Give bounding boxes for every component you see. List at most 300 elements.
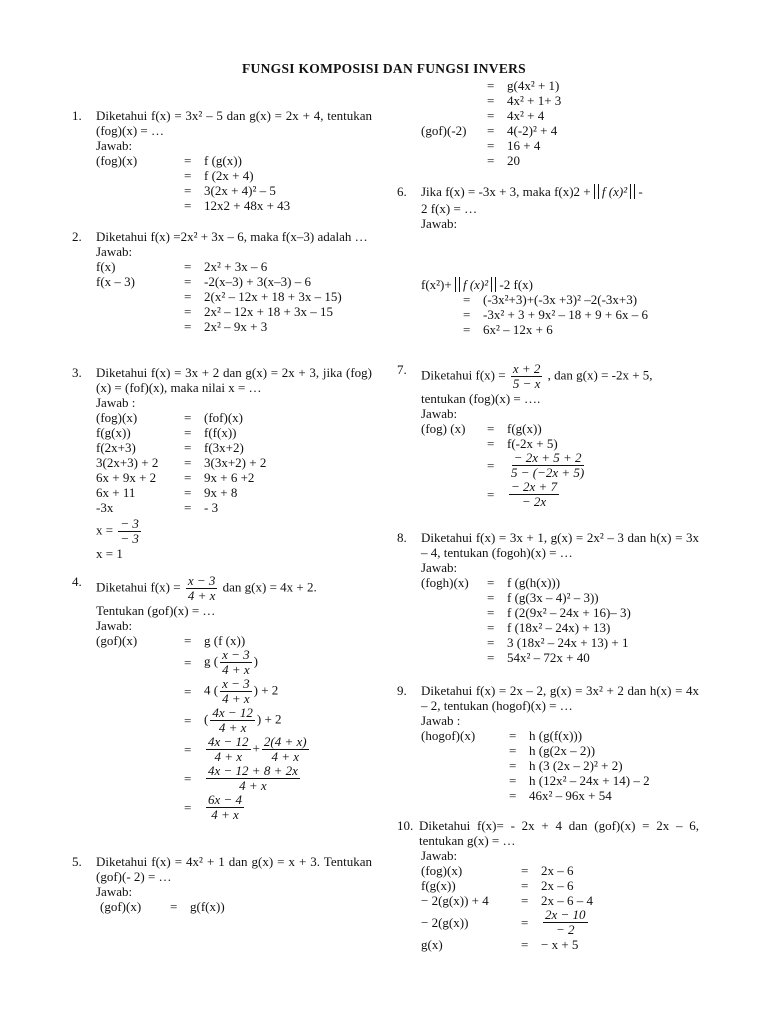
fraction-numerator: x − 3 (222, 647, 250, 662)
problem-number: 2. (72, 229, 82, 244)
step-row (463, 292, 648, 307)
step-row (421, 480, 588, 509)
fraction-denominator: 4 + x (218, 720, 247, 735)
step-lhs: − 2(g(x)) (421, 915, 469, 930)
step-rhs: f (g(x)) (204, 153, 242, 168)
fraction-denominator: 4 + x (211, 807, 239, 822)
jawab-label: Jawab: (96, 244, 133, 259)
step-rhs (204, 677, 311, 706)
step-rhs: 3 (18x² – 24x + 13) + 1 (507, 635, 629, 650)
step-eq: = (487, 575, 495, 590)
problem-text: Diketahui f(x) = 3x² – 5 dan g(x) = 2x + 4, tentukan (fog)(x) = … (96, 108, 372, 138)
problem-9 (397, 683, 699, 803)
fraction (509, 451, 586, 480)
step-row (421, 123, 561, 138)
step-eq: = (487, 123, 495, 138)
step-eq: = (170, 899, 178, 914)
x-result: x = 1 (96, 546, 123, 561)
solution-steps (100, 899, 225, 914)
step-eq: = (184, 319, 192, 334)
problem-number: 5. (72, 854, 82, 869)
step-eq: = (509, 728, 517, 743)
fraction-numerator: x + 2 (512, 361, 541, 376)
step-rhs: (-3x²+3)+(-3x +3)² –2(-3x+3) (483, 292, 638, 307)
step-lhs: 3(2x+3) + 2 (96, 455, 159, 470)
step-rhs (204, 735, 311, 764)
step-rhs: 46x² – 96x + 54 (529, 788, 612, 803)
step-row (96, 735, 311, 764)
step-eq: = (521, 893, 529, 908)
step-lhs (421, 153, 487, 168)
step-eq: = (184, 742, 192, 757)
fraction-denominator: 4 + x (222, 662, 250, 677)
fraction-denominator: 4 + x (222, 691, 250, 706)
problem-7 (397, 362, 699, 509)
f-row (397, 277, 699, 292)
step-lhs (421, 138, 487, 153)
step-row (421, 635, 631, 650)
row-part: f(x²)+ (421, 277, 452, 292)
step-eq: = (463, 307, 471, 322)
step-rhs: 2x – 6 (541, 878, 574, 893)
step-row (96, 455, 266, 470)
step-row (96, 470, 266, 485)
problem-number: 7. (397, 362, 407, 377)
step-rhs: g(4x² + 1) (507, 78, 560, 93)
step-rhs: f (2x + 4) (204, 168, 254, 183)
problem-text-part: Diketahui f(x) = (421, 367, 506, 383)
step-eq: = (487, 421, 495, 436)
plus-sign: + (252, 740, 260, 756)
step-row (421, 108, 561, 123)
step-row (421, 78, 561, 93)
step-lhs: f(g(x)) (96, 425, 131, 440)
step-eq: = (487, 605, 495, 620)
step-row (421, 908, 593, 937)
step-eq: = (487, 590, 495, 605)
step-eq: = (184, 470, 192, 485)
solution-steps (421, 78, 561, 168)
problem-text-cont: tentukan (fog)(x) = …. (421, 391, 541, 406)
step-eq: = (487, 153, 495, 168)
problem-text: Diketahui f(x)= - 2x + 4 dan (gof)(x) = 2x – 6, tentukan g(x) = … (419, 818, 699, 848)
problem-1 (72, 108, 372, 213)
x-fraction-row (72, 517, 372, 546)
problem-10 (397, 818, 699, 952)
step-rhs: f(3x+2) (204, 440, 244, 455)
step-row (96, 274, 342, 289)
step-lhs: (fogh)(x) (421, 575, 469, 590)
step-rhs: 3(3x+2) + 2 (204, 455, 267, 470)
step-eq: = (487, 138, 495, 153)
step-eq: = (184, 655, 192, 670)
step-row (463, 307, 648, 322)
page-title: FUNGSI KOMPOSISI DAN FUNGSI INVERS (242, 61, 526, 76)
step-lhs: (gof)(-2) (421, 123, 467, 138)
step-row (96, 793, 311, 822)
step-rhs: 4x² + 1+ 3 (507, 93, 562, 108)
step-rhs: f (g(3x – 4)² – 3)) (507, 590, 599, 605)
step-row (421, 773, 650, 788)
step-eq: = (487, 78, 495, 93)
jawab-label: Jawab: (96, 618, 133, 633)
fraction-denominator: 5 − x (512, 376, 541, 391)
step-rhs: 2x² + 3x – 6 (204, 259, 268, 274)
step-eq: = (521, 878, 529, 893)
rhs-part: ) + 2 (256, 711, 282, 727)
step-row (96, 500, 266, 515)
fraction-numerator: − 2x + 7 (511, 479, 558, 494)
step-row (96, 319, 342, 334)
step-lhs (421, 605, 487, 620)
problem-text-cont: 2 f(x) = … (421, 201, 478, 216)
step-row (421, 863, 593, 878)
step-row (96, 425, 266, 440)
f-fraction (186, 574, 218, 603)
step-rhs: 9x + 6 +2 (204, 470, 255, 485)
step-row (421, 575, 631, 590)
jawab-label: Jawab: (421, 560, 458, 575)
problem-number: 8. (397, 530, 407, 545)
step-row (100, 899, 225, 914)
problem-number: 10. (397, 818, 414, 833)
fraction (262, 735, 309, 764)
step-rhs: 3(2x + 4)² – 5 (204, 183, 276, 198)
step-lhs (421, 650, 487, 665)
step-rhs: f (18x² – 24x) + 13) (507, 620, 611, 635)
step-row (421, 620, 631, 635)
fraction-numerator: 6x − 4 (208, 792, 243, 807)
step-lhs: g(x) (421, 937, 443, 952)
step-eq: = (184, 500, 192, 515)
rhs-part: ( (204, 711, 209, 727)
step-rhs: 2x – 6 – 4 (541, 893, 593, 908)
step-lhs (421, 78, 487, 93)
step-lhs: (fog)(x) (96, 153, 138, 168)
step-eq: = (184, 289, 192, 304)
step-row (421, 138, 561, 153)
step-lhs: (fog) (x) (421, 421, 466, 436)
problem-number: 9. (397, 683, 407, 698)
fraction (210, 706, 255, 735)
fraction-denominator: − 2x (521, 494, 547, 509)
rhs-part: 4 ( (204, 682, 219, 698)
step-rhs: 4x² + 4 (507, 108, 545, 123)
step-rhs: f (g(h(x))) (507, 575, 561, 590)
fraction-numerator: − 2x + 5 + 2 (513, 450, 582, 465)
step-lhs (96, 304, 184, 319)
step-lhs (96, 289, 184, 304)
problem-number: 1. (72, 108, 82, 123)
step-eq: = (521, 937, 529, 952)
step-lhs: 6x + 11 (96, 485, 136, 500)
step-rhs: f(-2x + 5) (507, 436, 558, 451)
fraction-numerator: − 3 (120, 516, 139, 531)
fraction-denominator: 4 + x (187, 588, 216, 603)
step-lhs (421, 620, 487, 635)
step-row (96, 183, 290, 198)
solution-steps (421, 728, 650, 803)
abs-expression (594, 184, 635, 199)
fraction (220, 677, 252, 706)
step-rhs: 2(x² – 12x + 18 + 3x – 15) (204, 289, 342, 304)
fraction (509, 480, 559, 509)
solution-steps (421, 421, 588, 509)
problem-text (96, 574, 372, 603)
step-lhs: f(g(x)) (421, 878, 456, 893)
problem-number: 4. (72, 574, 82, 589)
step-rhs: h (3 (2x – 2)² + 2) (529, 758, 623, 773)
step-rhs: 2x – 6 (541, 863, 574, 878)
solution-steps (96, 259, 342, 334)
step-lhs: (gof)(x) (96, 633, 138, 648)
problem-6 (397, 184, 699, 337)
step-eq: = (184, 800, 192, 815)
step-eq: = (487, 458, 495, 473)
step-row (96, 153, 290, 168)
solution-steps (421, 575, 631, 665)
problem-text: Diketahui f(x) =2x² + 3x – 6, maka f(x–3) adalah … (96, 229, 368, 244)
step-lhs (96, 319, 184, 334)
step-lhs: 6x + 9x + 2 (96, 470, 157, 485)
step-row (421, 650, 631, 665)
step-eq: = (184, 304, 192, 319)
problem-text-cont: Tentukan (gof)(x) = … (96, 603, 216, 618)
step-eq: = (184, 771, 192, 786)
step-rhs: 6x² – 12x + 6 (483, 322, 553, 337)
step-row (96, 764, 311, 793)
step-lhs (421, 590, 487, 605)
step-rhs: h (12x² – 24x + 14) – 2 (529, 773, 650, 788)
step-rhs (507, 480, 588, 509)
jawab-label: Jawab : (96, 395, 136, 410)
step-eq: = (184, 410, 192, 425)
step-rhs (541, 908, 593, 937)
step-row (96, 410, 266, 425)
step-lhs: (fog)(x) (421, 863, 463, 878)
step-lhs: f(x – 3) (96, 274, 135, 289)
step-row (421, 758, 650, 773)
step-eq: = (463, 292, 471, 307)
step-lhs: -3x (96, 500, 114, 515)
step-lhs (96, 168, 184, 183)
step-eq: = (509, 788, 517, 803)
rhs-part: ) (253, 653, 258, 669)
solution-steps (96, 410, 266, 515)
problem-5-continued (397, 78, 699, 168)
step-rhs: 16 + 4 (507, 138, 541, 153)
step-eq: = (184, 713, 192, 728)
step-eq: = (184, 198, 192, 213)
problem-text-part: dan g(x) = 4x + 2. (222, 579, 317, 595)
rhs-part: g ( (204, 653, 219, 669)
solution-steps (96, 153, 290, 213)
step-row (96, 259, 342, 274)
row-part: -2 f(x) (499, 277, 533, 292)
step-eq: = (509, 773, 517, 788)
step-row (421, 590, 631, 605)
step-lhs (421, 758, 509, 773)
step-row (421, 421, 588, 436)
step-rhs: -3x² + 3 + 9x² – 18 + 9 + 6x – 6 (483, 307, 648, 322)
jawab-label: Jawab: (96, 884, 133, 899)
fraction-denominator: 4 + x (239, 778, 267, 793)
step-rhs: 54x² – 72x + 40 (507, 650, 590, 665)
step-eq: = (487, 487, 495, 502)
step-eq: = (463, 322, 471, 337)
fraction-numerator: x − 3 (222, 676, 250, 691)
step-lhs: (fog)(x) (96, 410, 138, 425)
fraction-numerator: 2x − 10 (545, 907, 586, 922)
step-row (96, 485, 266, 500)
step-rhs: 4(-2)² + 4 (507, 123, 558, 138)
fraction-denominator: − 3 (120, 531, 139, 546)
fraction-numerator: x − 3 (187, 573, 216, 588)
step-rhs (204, 648, 311, 677)
step-lhs: f(2x+3) (96, 440, 136, 455)
step-lhs (421, 635, 487, 650)
step-row (96, 677, 311, 706)
fraction (220, 648, 252, 677)
step-eq: = (509, 758, 517, 773)
problem-text: Diketahui f(x) = 4x² + 1 dan g(x) = x + 3. Tentukan (gof)(- 2) = … (96, 854, 372, 884)
rhs-part: ) + 2 (253, 682, 279, 698)
step-rhs: f(g(x)) (507, 421, 542, 436)
problem-text: Diketahui f(x) = 3x + 1, g(x) = 2x² – 3 dan h(x) = 3x – 4, tentukan (fogoh)(x) = … (421, 530, 699, 560)
step-rhs (204, 793, 311, 822)
step-row (421, 436, 588, 451)
step-eq: = (184, 485, 192, 500)
fraction (206, 735, 251, 764)
step-lhs (96, 183, 184, 198)
step-rhs: f (2(9x² – 24x + 16)– 3) (507, 605, 631, 620)
step-eq: = (184, 168, 192, 183)
fraction-denominator: 4 + x (214, 749, 243, 764)
step-lhs (421, 788, 509, 803)
fraction-numerator: 2(4 + x) (263, 734, 307, 749)
step-rhs: -2(x–3) + 3(x–3) – 6 (204, 274, 311, 289)
step-eq: = (487, 108, 495, 123)
step-eq: = (184, 183, 192, 198)
step-eq: = (184, 425, 192, 440)
fraction (206, 793, 244, 822)
step-lhs (421, 773, 509, 788)
step-rhs: - 3 (204, 500, 219, 515)
step-rhs (507, 451, 588, 480)
f-fraction (511, 362, 543, 391)
step-row (96, 198, 290, 213)
fraction-denominator: 5 − (−2x + 5) (511, 465, 585, 480)
step-rhs: (fof)(x) (204, 410, 243, 425)
jawab-label: Jawab : (421, 713, 461, 728)
step-row (421, 605, 631, 620)
step-lhs: f(x) (96, 259, 116, 274)
step-row (96, 633, 311, 648)
step-lhs: − 2(g(x)) + 4 (421, 893, 489, 908)
step-row (421, 878, 593, 893)
step-eq: = (487, 635, 495, 650)
abs-inner: f (x)² (598, 184, 631, 199)
fraction-numerator: 4x − 12 (208, 734, 249, 749)
step-eq: = (487, 93, 495, 108)
problem-text (421, 362, 699, 391)
step-lhs (96, 198, 184, 213)
step-row (421, 93, 561, 108)
step-lhs: (gof)(x) (100, 899, 142, 914)
problem-8 (397, 530, 699, 665)
step-eq: = (184, 684, 192, 699)
abs-expression (455, 277, 496, 292)
step-rhs: h (g(2x – 2)) (529, 743, 596, 758)
fraction (543, 908, 588, 937)
problem-text (421, 184, 699, 199)
problem-text-part: - (638, 184, 643, 199)
fraction-numerator: 4x − 12 (212, 705, 253, 720)
step-eq: = (184, 440, 192, 455)
step-row (421, 451, 588, 480)
step-rhs (204, 706, 311, 735)
step-rhs: h (g(f(x))) (529, 728, 583, 743)
step-rhs: 2x² – 9x + 3 (204, 319, 268, 334)
solution-steps (96, 633, 311, 822)
step-lhs (421, 743, 509, 758)
problem-number: 6. (397, 184, 407, 199)
step-lhs (421, 93, 487, 108)
step-row (463, 322, 648, 337)
step-row (421, 743, 650, 758)
step-eq: = (487, 620, 495, 635)
step-row (421, 937, 593, 952)
step-rhs: 9x + 8 (204, 485, 238, 500)
fraction-denominator: − 2 (556, 922, 575, 937)
step-row (421, 153, 561, 168)
x-fraction (118, 517, 141, 546)
step-rhs: 2x² – 12x + 18 + 3x – 15 (204, 304, 334, 319)
solution-steps (421, 863, 593, 952)
problem-text-part: Diketahui f(x) = (96, 579, 181, 595)
problem-text-part: , dan g(x) = -2x + 5, (547, 367, 653, 383)
step-eq: = (184, 259, 192, 274)
step-rhs (204, 764, 311, 793)
step-eq: = (184, 633, 192, 648)
step-eq: = (184, 153, 192, 168)
step-eq: = (521, 915, 529, 930)
problem-2 (72, 229, 372, 334)
step-eq: = (487, 650, 495, 665)
step-lhs: (hogof)(x) (421, 728, 476, 743)
problem-3 (72, 365, 372, 561)
step-row (96, 289, 342, 304)
jawab-label: Jawab: (421, 848, 458, 863)
step-rhs: 12x2 + 48x + 43 (204, 198, 291, 213)
problem-5 (72, 854, 372, 914)
problem-4 (72, 574, 372, 822)
jawab-label: Jawab: (421, 216, 458, 231)
x-label: x = (96, 522, 114, 538)
step-row (421, 728, 650, 743)
solution-steps (463, 292, 648, 337)
step-lhs (421, 108, 487, 123)
step-row (96, 440, 266, 455)
step-rhs: g(f(x)) (190, 899, 225, 914)
jawab-label: Jawab: (96, 138, 133, 153)
step-rhs: g (f (x)) (204, 633, 246, 648)
step-eq: = (184, 274, 192, 289)
problem-text: Diketahui f(x) = 3x + 2 dan g(x) = 2x + 3, jika (fog)(x) = (fof)(x), maka nilai x = … (96, 365, 372, 395)
problem-text: Diketahui f(x) = 2x – 2, g(x) = 3x² + 2 dan h(x) = 4x – 2, tentukan (hogof)(x) = … (421, 683, 699, 713)
jawab-label: Jawab: (421, 406, 458, 421)
fraction (206, 764, 300, 793)
